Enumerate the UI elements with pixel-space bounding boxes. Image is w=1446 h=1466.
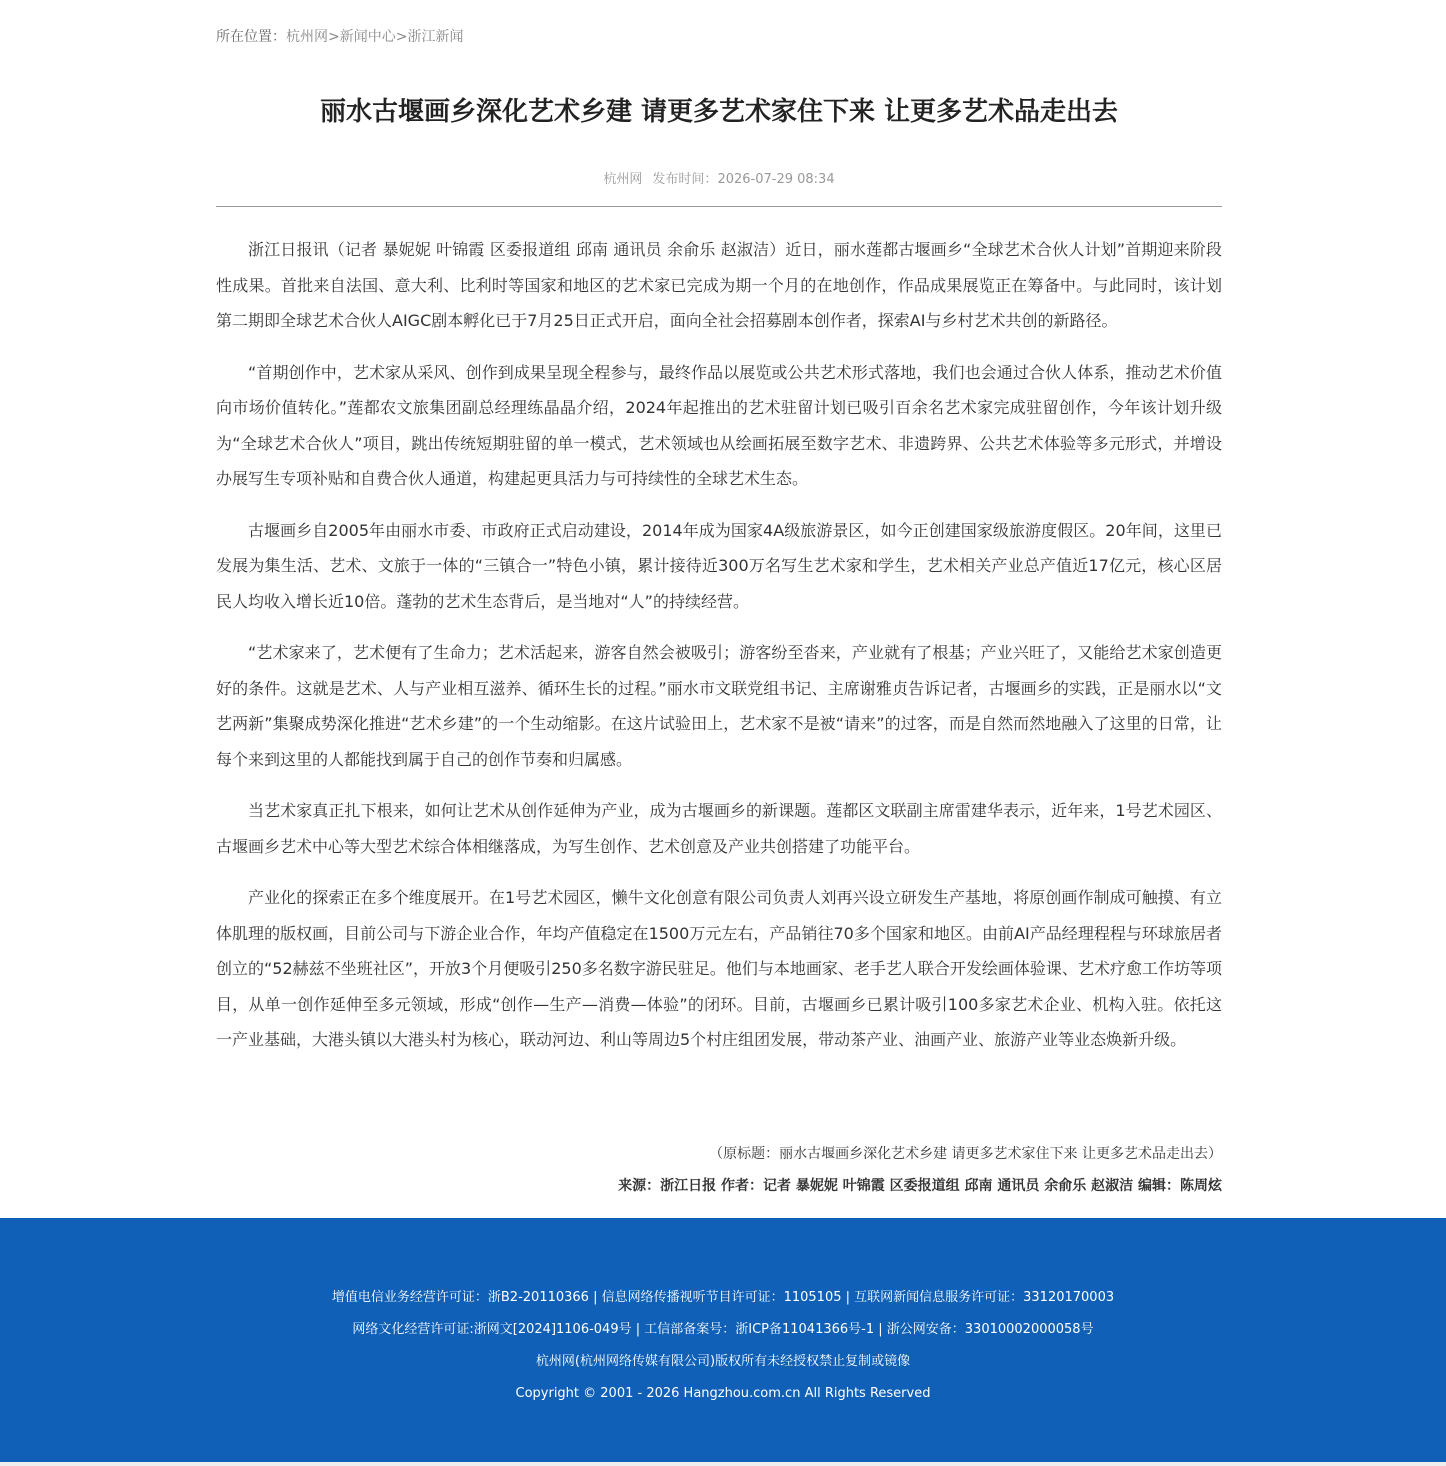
breadcrumb-link-zhejiang-news[interactable]: 浙江新闻 [407, 29, 464, 45]
article-paragraph: 产业化的探索正在多个维度展开。在1号艺术园区，懒牛文化创意有限公司负责人刘再兴设立研发生产基地，将原创画作制成可触摸、有立体肌理的版权画，目前公司与下游企业合作，年均产值稳定在1500万元左右，产品销往70多个国家和地区。由前AI产品经理程程与环球旅居者创立的“52赫兹不坐班社区”，开放3个月便吸引250多名数字游民驻足。他们与本地画家、老手艺人联合开发绘画体验课、艺术疗愈工作坊等项目，从单一创作延伸至多元领域，形成“创作—生产—消费—体验”的闭环。目前，古堰画乡已累计吸引100多家艺术企业、机构入驻。依托这一产业基础，大港头镇以大港头村为核心，联动河边、利山等周边5个村庄组团发展，带动茶产业、油画产业、旅游产业等业态焕新升级。 [216, 888, 1222, 1049]
article-paragraph: 古堰画乡自2005年由丽水市委、市政府正式启动建设，2014年成为国家4A级旅游景区，如今正创建国家级旅游度假区。20年间，这里已发展为集生活、艺术、文旅于一体的“三镇合一”特色小镇，累计接待近300万名写生艺术家和学生，艺术相关产业总产值近17亿元，核心区居民人均收入增长近10倍。蓬勃的艺术生态背后，是当地对“人”的持续经营。 [216, 520, 1222, 611]
breadcrumb-label: 所在位置： [216, 29, 286, 45]
bottom-edge [0, 1462, 1446, 1466]
article-meta [216, 168, 1222, 187]
breadcrumb-link-news-center[interactable]: 新闻中心 [339, 29, 396, 45]
breadcrumb-link-home[interactable]: 杭州网 [286, 29, 328, 45]
breadcrumb-separator: > [328, 29, 340, 45]
site-footer [0, 1218, 1446, 1462]
title-divider [216, 206, 1222, 207]
footer-license-line: 增值电信业务经营许可证：浙B2-20110366 | 信息网络传播视听节目许可证：1105105 | 互联网新闻信息服务许可证：33120170003 [331, 1290, 1115, 1305]
breadcrumb-separator: > [395, 29, 408, 45]
footer-record-line: 网络文化经营许可证:浙网文[2024]1106-049号 | 工信部备案号：浙ICP备11041366号-1 | 浙公网安备：33010002000058号 [352, 1322, 1094, 1337]
article-credits [618, 1138, 1222, 1202]
article-paragraph: “首期创作中，艺术家从采风、创作到成果呈现全程参与，最终作品以展览或公共艺术形式落地，我们也会通过合伙人体系，推动艺术价值向市场价值转化。”莲都农文旅集团副总经理练晶晶介绍，2024年起推出的艺术驻留计划已吸引百余名艺术家完成驻留创作，今年该计划升级为“全球艺术合伙人”项目，跳出传统短期驻留的单一模式，艺术领域也从绘画拓展至数字艺术、非遗跨界、公共艺术体验等多元形式，并增设办展写生专项补贴和自费合伙人通道，构建起更具活力与可持续性的全球艺术生态。 [216, 362, 1222, 488]
article-title: 丽水古堰画乡深化艺术乡建 请更多艺术家住下来 让更多艺术品走出去 [319, 97, 1119, 127]
article-byline: 来源：浙江日报 作者：记者 暴妮妮 叶锦霞 区委报道组 邱南 通讯员 余俞乐 赵淑洁 编辑：陈周炫 [618, 1178, 1222, 1194]
article-paragraph: 当艺术家真正扎下根来，如何让艺术从创作延伸为产业，成为古堰画乡的新课题。莲都区文联副主席雷建华表示，近年来，1号艺术园区、古堰画乡艺术中心等大型艺术综合体相继落成，为写生创作、艺术创意及产业共创搭建了功能平台。 [216, 801, 1222, 856]
article-paragraph: 浙江日报讯（记者 暴妮妮 叶锦霞 区委报道组 邱南 通讯员 余俞乐 赵淑洁）近日，丽水莲都古堰画乡“全球艺术合伙人计划”首期迎来阶段性成果。首批来自法国、意大利、比利时等国家和地区的艺术家已完成为期一个月的在地创作，作品成果展览正在筹备中。与此同时，该计划第二期即全球艺术合伙人AIGC剧本孵化已于7月25日正式开启，面向全社会招募剧本创作者，探索AI与乡村艺术共创的新路径。 [216, 240, 1222, 330]
original-title: （原标题：丽水古堰画乡深化艺术乡建 请更多艺术家住下来 让更多艺术品走出去） [709, 1146, 1222, 1162]
article-paragraph: “艺术家来了，艺术便有了生命力；艺术活起来，游客自然会被吸引；游客纷至沓来，产业就有了根基；产业兴旺了，又能给艺术家创造更好的条件。这就是艺术、人与产业相互滋养、循环生长的过程。”丽水市文联党组书记、主席谢雅贞告诉记者，古堰画乡的实践，正是丽水以“文艺两新”集聚成势深化推进“艺术乡建”的一个生动缩影。在这片试验田上，艺术家不是被“请来”的过客，而是自然而然地融入了这里的日常，让每个来到这里的人都能找到属于自己的创作节奏和归属感。 [216, 643, 1222, 769]
footer-rights-line: 杭州网(杭州网络传媒有限公司)版权所有未经授权禁止复制或镜像 [535, 1354, 911, 1369]
publish-time: 2026-07-29 08:34 [717, 172, 835, 187]
article-source: 杭州网 [603, 172, 643, 187]
footer-lines [0, 1282, 1446, 1410]
publish-time-label: 发布时间： [652, 172, 718, 187]
article-body [216, 232, 1222, 1074]
footer-copyright-line: Copyright © 2001 - 2026 Hangzhou.com.cn All Rights Reserved [515, 1386, 931, 1401]
breadcrumb [216, 26, 463, 46]
